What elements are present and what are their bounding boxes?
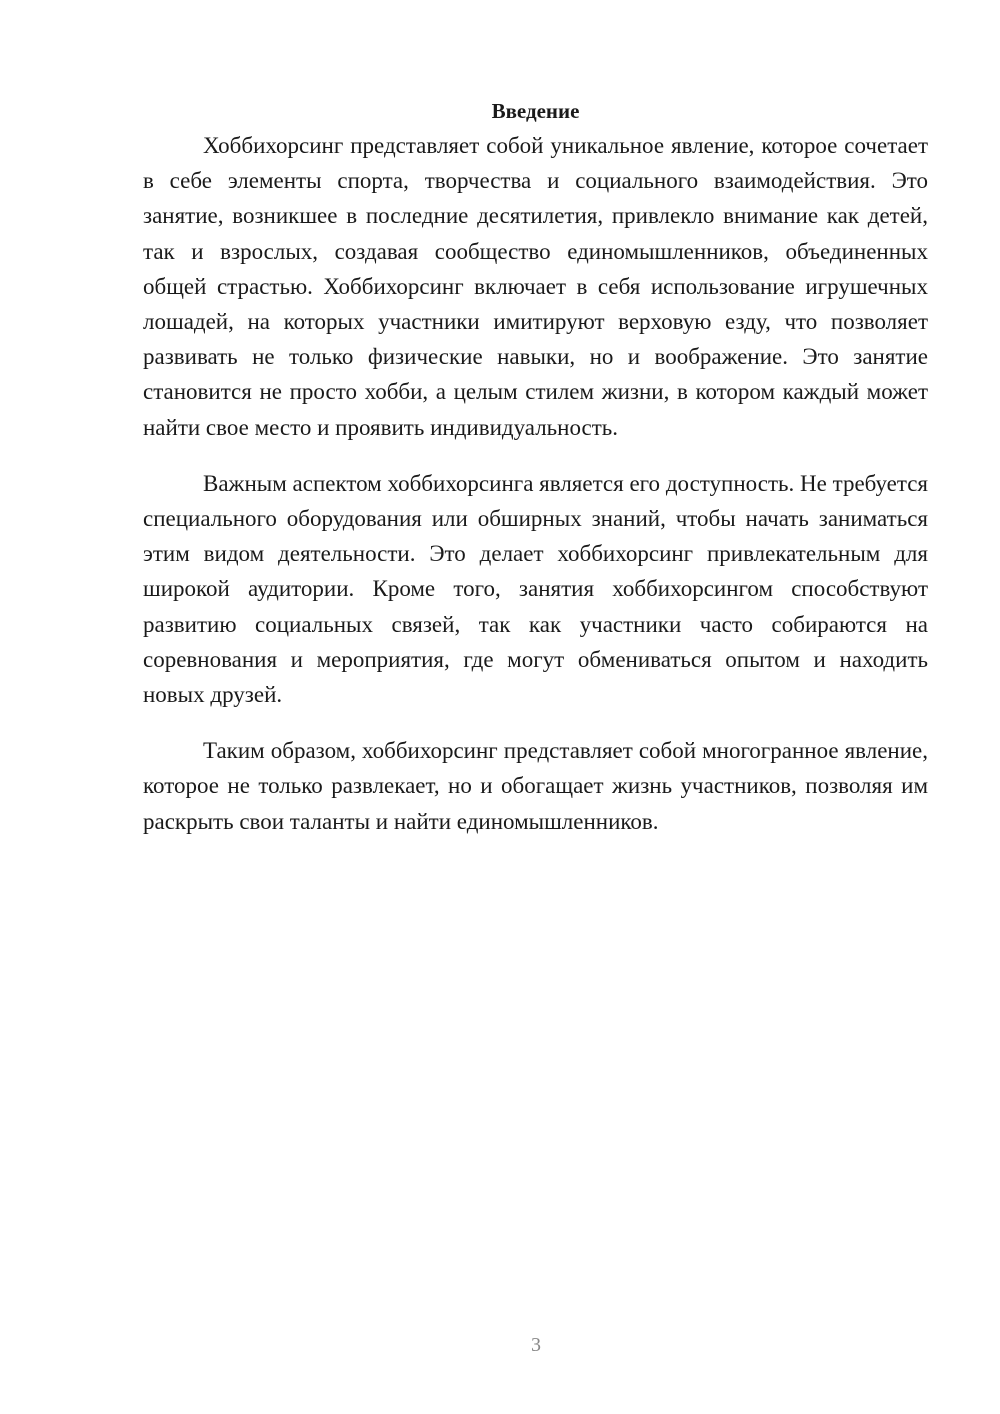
paragraph-2: Важным аспектом хоббихорсинга является его доступность. Не требуется специального оборудования или обширных знаний, чтобы начать заниматься этим видом деятельности. Это делает хоббихорсинг привлекательным для широкой аудитории. Кроме того, занятия хоббихорсингом способствуют развитию социальных связей, так как участники часто собираются на соревнования и мероприятия, где могут обмениваться опытом и находить новых друзей. <box>143 470 928 708</box>
paragraph-3: Таким образом, хоббихорсинг представляет собой многогранное явление, которое не только развлекает, но и обогащает жизнь участников, позволяя им раскрыть свои таланты и найти единомышленников. <box>143 738 928 834</box>
page-content <box>143 96 928 839</box>
page-number: 3 <box>531 1334 541 1356</box>
section-heading: Введение <box>491 99 580 123</box>
paragraph-1: Хоббихорсинг представляет собой уникальное явление, которое сочетает в себе элементы спорта, творчества и социального взаимодействия. Это занятие, возникшее в последние десятилетия, привлекло внимание как детей, так и взрослых, создавая сообщество единомышленников, объединенных общей страстью. Хоббихорсинг включает в себя использование игрушечных лошадей, на которых участники имитируют верховую езду, что позволяет развивать не только физические навыки, но и воображение. Это занятие становится не просто хобби, а целым стилем жизни, в котором каждый может найти свое место и проявить индивидуальность. <box>143 133 928 440</box>
